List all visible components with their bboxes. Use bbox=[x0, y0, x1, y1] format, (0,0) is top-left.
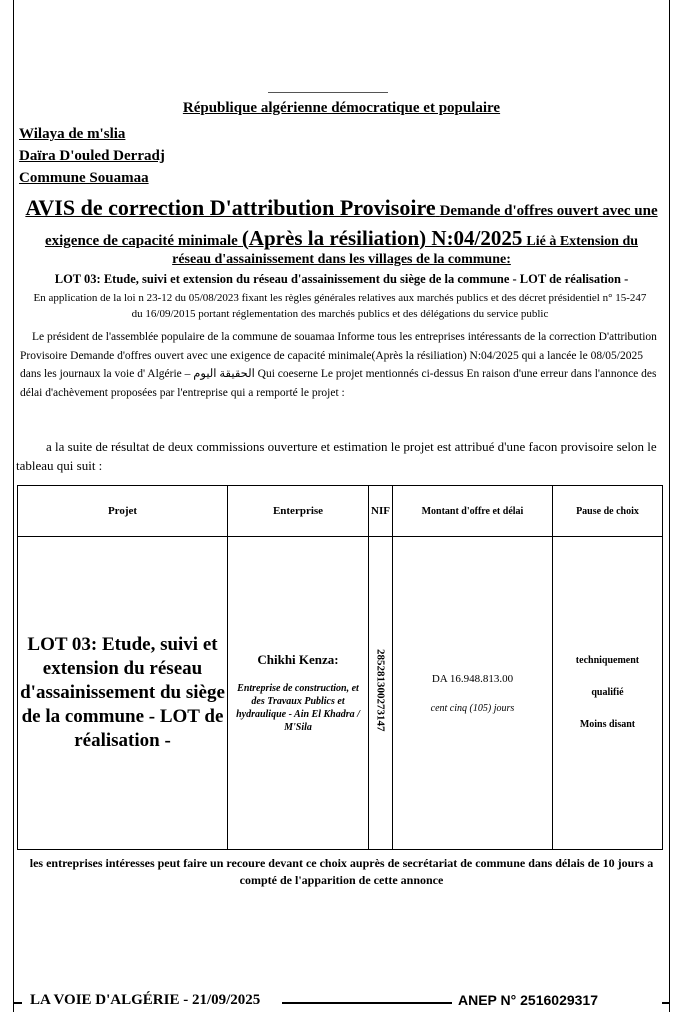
cell-choix bbox=[552, 537, 662, 850]
delai-value: cent cinq (105) jours bbox=[430, 702, 515, 714]
nif-value: 285281300273147 bbox=[374, 649, 387, 732]
footer-rule-middle bbox=[282, 1002, 452, 1004]
col-nif: NIF bbox=[369, 486, 393, 537]
divider bbox=[268, 92, 388, 93]
footer-rule-right bbox=[662, 1002, 670, 1004]
col-entreprise: Enterprise bbox=[228, 486, 369, 537]
wilaya: Wilaya de m'slia bbox=[19, 126, 126, 142]
col-choix: Pause de choix bbox=[552, 486, 662, 537]
body-paragraph-2: a la suite de résultat de deux commissions ouverture et estimation le projet est attribué d'une facon provisoire selon le tableau qui suit : bbox=[16, 439, 657, 473]
cell-nif bbox=[369, 537, 393, 850]
cell-entreprise bbox=[228, 537, 369, 850]
col-projet: Projet bbox=[18, 486, 228, 537]
title-main: AVIS de correction D'attribution Provisoire bbox=[25, 195, 436, 220]
cell-projet: LOT 03: Etude, suivi et extension du réseau d'assainissement du siège de la commune - LOT de réalisation - bbox=[18, 537, 228, 850]
republic-heading: République algérienne démocratique et populaire bbox=[182, 100, 501, 116]
commune: Commune Souamaa bbox=[19, 170, 149, 186]
frame-left-border bbox=[13, 0, 14, 1012]
daira: Daïra D'ouled Derradj bbox=[19, 148, 165, 164]
title-sub2: exigence de capacité minimale bbox=[44, 233, 238, 249]
notice-title-line3: réseau d'assainissement dans les villages de la commune: bbox=[172, 252, 511, 267]
frame-right-border bbox=[669, 0, 670, 1012]
table-row bbox=[18, 537, 663, 850]
choix-2: qualifié bbox=[591, 687, 624, 698]
cell-montant bbox=[392, 537, 552, 850]
table-header-row bbox=[18, 486, 663, 537]
attribution-table bbox=[17, 485, 663, 850]
notice-title-line2 bbox=[14, 226, 669, 251]
legal-basis: En application de la loi n 23-12 du 05/08/2023 fixant les règles générales relatives aux marchés publics et des décret présidentiel n° 15-247 du 16/09/2015 portant réglementation des marchés publics et des délégations du service public bbox=[33, 292, 647, 320]
recourse-notice: les entreprises intéresses peut faire un recoure devant ce choix auprès de secrétariat de commune dans délais de 10 jours a compté de l'apparition de cette annonce bbox=[29, 856, 654, 887]
title-sub3: Lié à Extension du bbox=[526, 234, 639, 249]
footer-anep: ANEP N° 2516029317 bbox=[458, 992, 598, 1008]
col-montant: Montant d'offre et délai bbox=[392, 486, 552, 537]
body-paragraph: Le président de l'assemblée populaire de la commune de souamaa Informe tous les entreprises intéressants de la correction D'attribution Provisoire Demande d'offres ouvert avec une exigence de capacité minimale(Après la résiliation) N:04/2025 qui a lancée le 08/05/2025 dans les journaux la voie d' Algérie – الحقيقة اليوم Qui coeserne Le projet mentionnés ci-dessus En raison d'une erreur dans l'annonce des délai d'achèvement proposées par l'entreprise qui a remporté le projet : bbox=[20, 331, 657, 399]
montant-value: DA 16.948.813.00 bbox=[431, 672, 514, 685]
entreprise-name: Chikhi Kenza: bbox=[257, 652, 339, 667]
choix-3: Moins disant bbox=[579, 719, 636, 730]
footer-publication: LA VOIE D'ALGÉRIE - 21/09/2025 bbox=[30, 992, 261, 1008]
title-sub: Demande d'offres ouvert avec une bbox=[439, 203, 658, 219]
title-number: (Après la résiliation) N:04/2025 bbox=[241, 226, 523, 250]
lot-line: LOT 03: Etude, suivi et extension du réseau d'assainissement du siège de la commune - LOT de réalisation - bbox=[54, 272, 629, 286]
footer-rule-left bbox=[14, 1002, 22, 1004]
choix-1: techniquement bbox=[575, 655, 640, 666]
entreprise-desc: Entreprise de construction, et des Travaux Publics et hydraulique - Ain El Khadra / M'Sila bbox=[236, 683, 360, 733]
notice-title-line1 bbox=[14, 195, 669, 221]
